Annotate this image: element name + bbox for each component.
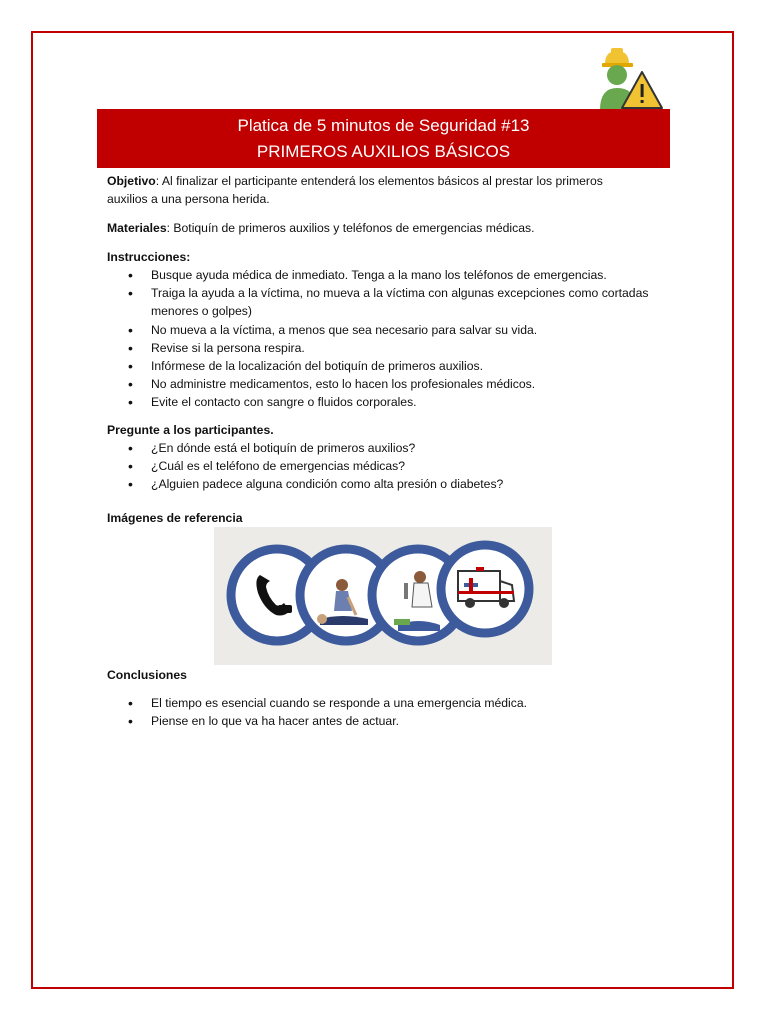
safety-worker-icon: [596, 44, 664, 110]
list-item: • No administre medicamentos, esto lo hacen los profesionales médicos.: [128, 375, 671, 393]
first-aid-reference-image: [214, 527, 552, 665]
list-item: • No mueva a la víctima, a menos que sea necesario para salvar su vida.: [128, 321, 671, 339]
list-item: • Evite el contacto con sangre o fluidos corporales.: [128, 393, 671, 411]
questions-heading: Pregunte a los participantes.: [107, 423, 274, 437]
list-item: • Revise si la persona respira.: [128, 339, 671, 357]
list-item: • ¿Alguien padece alguna condición como alta presión o diabetes?: [128, 475, 671, 493]
list-item: • Traiga la ayuda a la víctima, no mueva a la víctima con algunas excepciones como cortadas menores o golpes): [128, 284, 671, 320]
list-item: • El tiempo es esencial cuando se responde a una emergencia médica.: [128, 694, 671, 712]
list-item: • Infórmese de la localización del botiquín de primeros auxilios.: [128, 357, 671, 375]
list-item: • ¿En dónde está el botiquín de primeros auxilios?: [128, 439, 671, 457]
objective-label: Objetivo: [107, 174, 156, 188]
objective-line1: [107, 172, 603, 190]
reference-images-heading: Imágenes de referencia: [107, 511, 243, 525]
instructions-list: [128, 266, 671, 412]
objective-line2: auxilios a una persona herida.: [107, 192, 270, 206]
conclusions-heading: Conclusiones: [107, 668, 187, 682]
page-subtitle: PRIMEROS AUXILIOS BÁSICOS: [256, 142, 511, 161]
objective-text: : Al finalizar el participante entenderá los elementos básicos al prestar los primeros: [155, 174, 603, 188]
page-title: Platica de 5 minutos de Seguridad #13: [237, 116, 530, 135]
questions-list: [128, 439, 671, 494]
instructions-heading: Instrucciones:: [107, 250, 191, 264]
conclusions-list: [128, 694, 671, 730]
title-banner: [97, 109, 670, 168]
list-item: • Piense en lo que va ha hacer antes de actuar.: [128, 712, 671, 730]
materials-text: : Botiquín de primeros auxilios y teléfonos de emergencias médicas.: [166, 221, 535, 235]
materials-label: Materiales: [107, 221, 167, 235]
list-item: • Busque ayuda médica de inmediato. Tenga a la mano los teléfonos de emergencias.: [128, 266, 671, 284]
list-item: • ¿Cuál es el teléfono de emergencias médicas?: [128, 457, 671, 475]
materials-line: [107, 219, 534, 237]
